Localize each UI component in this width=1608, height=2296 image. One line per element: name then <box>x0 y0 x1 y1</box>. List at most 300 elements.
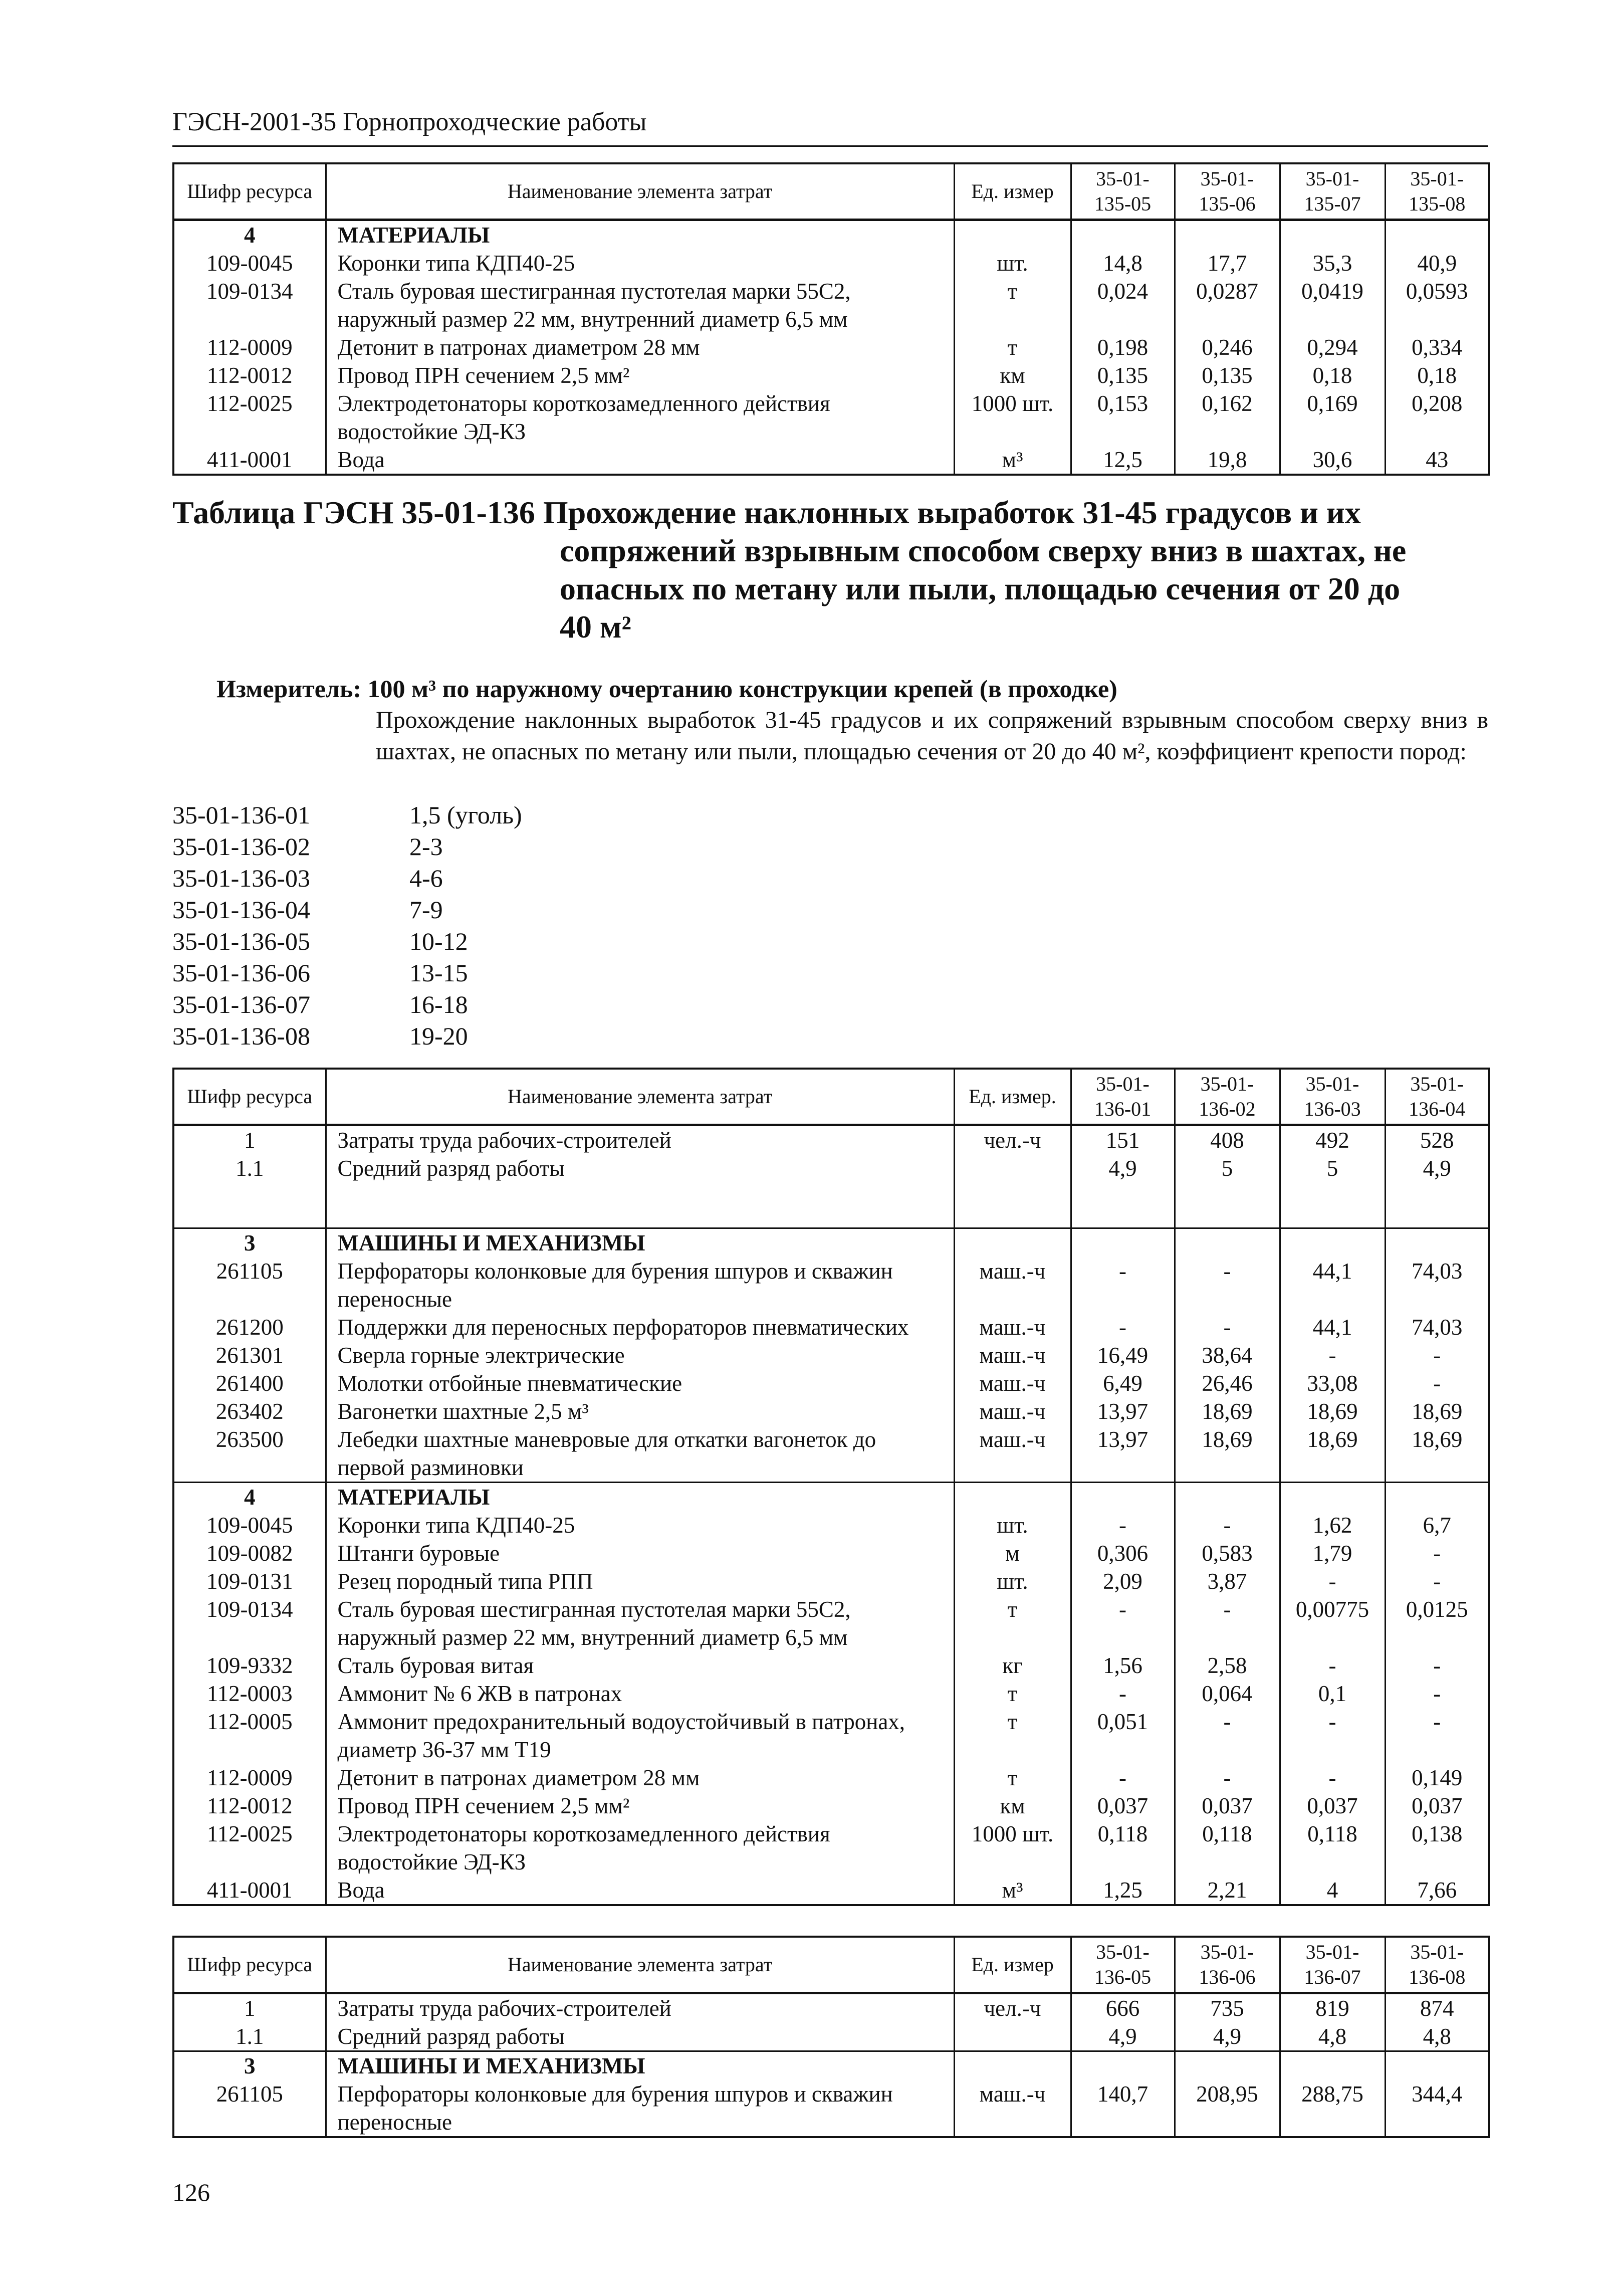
table-row <box>173 1369 1489 1397</box>
resource-code: 3 <box>173 1228 326 1258</box>
table-header <box>173 1069 1489 1125</box>
norm-value: 18,69 <box>1280 1425 1385 1483</box>
norm-value: 1,56 <box>1071 1651 1175 1680</box>
norm-code: 35-01-136-04 <box>172 896 310 924</box>
norm-value <box>1175 2051 1280 2080</box>
norm-value: 0,037 <box>1175 1792 1280 1820</box>
norm-value <box>1280 220 1385 250</box>
column-header: 35-01- 136-03 <box>1280 1069 1385 1125</box>
spacer-row <box>173 1182 1489 1228</box>
resource-code: 3 <box>173 2051 326 2080</box>
table-row <box>173 2080 1489 2137</box>
norm-value: 0,162 <box>1175 389 1280 446</box>
column-header: Ед. измер <box>954 163 1071 220</box>
norm-value: - <box>1175 1313 1280 1341</box>
column-header: 35-01- 135-08 <box>1385 163 1489 220</box>
norm-value: 0,037 <box>1385 1792 1489 1820</box>
rock-hardness: 2-3 <box>409 832 443 861</box>
resource-name: Затраты труда рабочих-строителей <box>326 1993 954 2023</box>
norm-value: 74,03 <box>1385 1313 1489 1341</box>
table-row <box>173 1993 1489 2023</box>
norm-value: 0,18 <box>1385 361 1489 389</box>
resource-table-135 <box>172 162 1490 476</box>
norm-value <box>1175 1228 1280 1258</box>
table-row <box>173 1567 1489 1595</box>
column-header: 35-01- 136-06 <box>1175 1937 1280 1993</box>
norm-value: - <box>1175 1595 1280 1651</box>
unit: шт. <box>954 1567 1071 1595</box>
norm-value: 0,024 <box>1071 277 1175 333</box>
norm-value: 408 <box>1175 1125 1280 1155</box>
norm-value: 0,246 <box>1175 333 1280 361</box>
table-row <box>173 1820 1489 1876</box>
column-header: 35-01- 135-05 <box>1071 163 1175 220</box>
norm-value: - <box>1385 1369 1489 1397</box>
table-title-line-3: опасных по метану или пыли, площадью сечения от 20 до <box>560 571 1401 606</box>
norm-value: 2,09 <box>1071 1567 1175 1595</box>
norm-value: - <box>1175 1764 1280 1792</box>
table-row <box>173 2022 1489 2051</box>
unit: маш.-ч <box>954 1257 1071 1313</box>
unit: т <box>954 1595 1071 1651</box>
resource-code: 263402 <box>173 1397 326 1425</box>
table-title-line-1: Таблица ГЭСН 35-01-136 Прохождение наклонных выработок 31-45 градусов и их <box>172 495 1361 530</box>
norm-value: 0,583 <box>1175 1539 1280 1567</box>
norm-value: 74,03 <box>1385 1257 1489 1313</box>
norm-value: - <box>1385 1708 1489 1764</box>
norm-value: 1,79 <box>1280 1539 1385 1567</box>
resource-name: Аммонит № 6 ЖВ в патронах <box>326 1680 954 1708</box>
resource-name: Детонит в патронах диаметром 28 мм <box>326 333 954 361</box>
norm-value: 5 <box>1280 1154 1385 1182</box>
column-header: 35-01- 135-07 <box>1280 163 1385 220</box>
norm-value: 0,208 <box>1385 389 1489 446</box>
resource-code: 112-0025 <box>173 389 326 446</box>
header-rule <box>172 145 1488 147</box>
column-header: Шифр ресурса <box>173 1069 326 1125</box>
norm-value: 0,198 <box>1071 333 1175 361</box>
table-row <box>173 1257 1489 1313</box>
resource-code: 261400 <box>173 1369 326 1397</box>
unit: т <box>954 1708 1071 1764</box>
norm-code: 35-01-136-05 <box>172 927 310 955</box>
norm-code: 35-01-136-02 <box>172 832 310 861</box>
unit: шт. <box>954 249 1071 277</box>
norm-value: 140,7 <box>1071 2080 1175 2137</box>
resource-name: Средний разряд работы <box>326 1154 954 1182</box>
norm-value: 30,6 <box>1280 446 1385 475</box>
table-row <box>173 1764 1489 1792</box>
norm-value: 0,135 <box>1175 361 1280 389</box>
table-row <box>173 1595 1489 1651</box>
resource-name: Резец породный типа РПП <box>326 1567 954 1595</box>
norm-value: - <box>1280 1341 1385 1369</box>
column-header: 35-01- 136-02 <box>1175 1069 1280 1125</box>
norm-code: 35-01-136-06 <box>172 959 310 987</box>
norm-value: 18,69 <box>1280 1397 1385 1425</box>
column-header: 35-01- 136-05 <box>1071 1937 1175 1993</box>
norm-value: 4 <box>1280 1876 1385 1905</box>
norm-value: 4,9 <box>1175 2022 1280 2051</box>
unit <box>954 2051 1071 2080</box>
resource-code: 109-0045 <box>173 1511 326 1539</box>
norm-value: 0,037 <box>1280 1792 1385 1820</box>
table-title-line-2: сопряжений взрывным способом сверху вниз в шахтах, не <box>560 533 1407 568</box>
column-header: Наименование элемента затрат <box>326 1069 954 1125</box>
rock-hardness: 19-20 <box>409 1022 468 1050</box>
norm-code-item <box>172 957 522 989</box>
norm-value: 44,1 <box>1280 1257 1385 1313</box>
norm-value: 18,69 <box>1385 1397 1489 1425</box>
resource-code: 261105 <box>173 2080 326 2137</box>
norm-value: - <box>1385 1651 1489 1680</box>
unit: т <box>954 333 1071 361</box>
norm-code-item <box>172 799 522 831</box>
table-row <box>173 249 1489 277</box>
resource-code: 109-0134 <box>173 1595 326 1651</box>
norm-value: 18,69 <box>1175 1397 1280 1425</box>
unit: чел.-ч <box>954 1125 1071 1155</box>
table-row <box>173 1341 1489 1369</box>
norm-code: 35-01-136-07 <box>172 990 310 1018</box>
norm-value: 0,064 <box>1175 1680 1280 1708</box>
resource-code: 109-0045 <box>173 249 326 277</box>
resource-code: 4 <box>173 1483 326 1512</box>
norm-value <box>1385 220 1489 250</box>
norm-value: 735 <box>1175 1993 1280 2023</box>
norm-value: 40,9 <box>1385 249 1489 277</box>
resource-name: Провод ПРН сечением 2,5 мм² <box>326 1792 954 1820</box>
resource-name: Средний разряд работы <box>326 2022 954 2051</box>
table-row <box>173 1154 1489 1182</box>
unit: кг <box>954 1651 1071 1680</box>
norm-value: 0,135 <box>1071 361 1175 389</box>
resource-name: Сверла горные электрические <box>326 1341 954 1369</box>
norm-value: 0,294 <box>1280 333 1385 361</box>
norm-value: - <box>1175 1511 1280 1539</box>
unit: 1000 шт. <box>954 389 1071 446</box>
page-number: 126 <box>172 2178 210 2206</box>
norm-value: 0,153 <box>1071 389 1175 446</box>
table-row <box>173 1680 1489 1708</box>
rock-hardness: 10-12 <box>409 927 468 955</box>
norm-value: 666 <box>1071 1993 1175 2023</box>
norm-value: 18,69 <box>1385 1425 1489 1483</box>
norm-code: 35-01-136-03 <box>172 864 310 892</box>
norm-value: 288,75 <box>1280 2080 1385 2137</box>
resource-code: 112-0003 <box>173 1680 326 1708</box>
table-row <box>173 1792 1489 1820</box>
column-header: 35-01- 136-07 <box>1280 1937 1385 1993</box>
norm-value: 19,8 <box>1175 446 1280 475</box>
norm-value: 0,037 <box>1071 1792 1175 1820</box>
norm-value: - <box>1071 1764 1175 1792</box>
norm-code: 35-01-136-08 <box>172 1022 310 1050</box>
norm-value: 344,4 <box>1385 2080 1489 2137</box>
resource-name: Аммонит предохранительный водоустойчивый в патронах, диаметр 36-37 мм Т19 <box>326 1708 954 1764</box>
norm-value <box>1071 1228 1175 1258</box>
resource-code: 263500 <box>173 1425 326 1483</box>
unit: шт. <box>954 1511 1071 1539</box>
unit: маш.-ч <box>954 1341 1071 1369</box>
running-head: ГЭСН-2001-35 Горнопроходческие работы <box>172 108 647 136</box>
column-header: Ед. измер <box>954 1937 1071 1993</box>
norm-value: 4,9 <box>1385 1154 1489 1182</box>
rock-hardness: 13-15 <box>409 959 468 987</box>
resource-code: 261105 <box>173 1257 326 1313</box>
table-title-line-4: 40 м² <box>560 609 631 645</box>
resource-code: 411-0001 <box>173 1876 326 1905</box>
table-header <box>173 163 1489 220</box>
norm-value: 2,21 <box>1175 1876 1280 1905</box>
norm-value <box>1280 1228 1385 1258</box>
norm-value: - <box>1385 1567 1489 1595</box>
norm-value: 208,95 <box>1175 2080 1280 2137</box>
section-row <box>173 220 1489 250</box>
norm-value <box>1385 1483 1489 1512</box>
unit: 1000 шт. <box>954 1820 1071 1876</box>
resource-name: Коронки типа КДП40-25 <box>326 1511 954 1539</box>
norm-value <box>1071 2051 1175 2080</box>
column-header: 35-01- 136-04 <box>1385 1069 1489 1125</box>
column-header: Наименование элемента затрат <box>326 1937 954 1993</box>
section-row <box>173 1228 1489 1258</box>
resource-name: Сталь буровая шестигранная пустотелая марки 55С2, наружный размер 22 мм, внутренний диаметр 6,5 мм <box>326 1595 954 1651</box>
norm-value: 13,97 <box>1071 1397 1175 1425</box>
resource-name: Поддержки для переносных перфораторов пневматических <box>326 1313 954 1341</box>
norm-value: - <box>1175 1708 1280 1764</box>
rock-hardness: 1,5 (уголь) <box>409 801 522 829</box>
resource-code: 1 <box>173 1125 326 1155</box>
norm-value <box>1071 1483 1175 1512</box>
norm-value: 2,58 <box>1175 1651 1280 1680</box>
norm-value: 4,9 <box>1071 2022 1175 2051</box>
table-row <box>173 361 1489 389</box>
column-header: Шифр ресурса <box>173 163 326 220</box>
resource-name: Лебедки шахтные маневровые для откатки вагонеток до первой разминовки <box>326 1425 954 1483</box>
norm-value: 1,62 <box>1280 1511 1385 1539</box>
norm-value: - <box>1385 1680 1489 1708</box>
unit: т <box>954 1680 1071 1708</box>
table-row <box>173 1651 1489 1680</box>
norm-value: - <box>1385 1341 1489 1369</box>
unit: км <box>954 361 1071 389</box>
unit: маш.-ч <box>954 2080 1071 2137</box>
resource-code: 1.1 <box>173 2022 326 2051</box>
unit: маш.-ч <box>954 1397 1071 1425</box>
norm-value: 13,97 <box>1071 1425 1175 1483</box>
norm-value: - <box>1071 1680 1175 1708</box>
unit: маш.-ч <box>954 1313 1071 1341</box>
resource-name: Штанги буровые <box>326 1539 954 1567</box>
table-header <box>173 1937 1489 1993</box>
norm-value: 0,169 <box>1280 389 1385 446</box>
norm-value: 0,1 <box>1280 1680 1385 1708</box>
norm-code-item <box>172 926 522 957</box>
unit: м <box>954 1539 1071 1567</box>
norm-value: 0,0593 <box>1385 277 1489 333</box>
norm-value <box>1280 1483 1385 1512</box>
column-header: 35-01- 136-08 <box>1385 1937 1489 1993</box>
norm-value <box>1385 2051 1489 2080</box>
unit: м³ <box>954 446 1071 475</box>
section-row <box>173 2051 1489 2080</box>
resource-name: Перфораторы колонковые для бурения шпуров и скважин переносные <box>326 2080 954 2137</box>
resource-code: 1 <box>173 1993 326 2023</box>
resource-code: 261200 <box>173 1313 326 1341</box>
resource-table-136-01-04 <box>172 1068 1490 1906</box>
norm-value: 0,118 <box>1280 1820 1385 1876</box>
norm-value: 528 <box>1385 1125 1489 1155</box>
unit: маш.-ч <box>954 1425 1071 1483</box>
resource-name: Электродетонаторы короткозамедленного действия водостойкие ЭД-КЗ <box>326 1820 954 1876</box>
norm-value: - <box>1280 1651 1385 1680</box>
resource-name: Затраты труда рабочих-строителей <box>326 1125 954 1155</box>
unit <box>954 220 1071 250</box>
norm-value: - <box>1280 1708 1385 1764</box>
resource-name: Вода <box>326 1876 954 1905</box>
norm-value: 0,334 <box>1385 333 1489 361</box>
norm-value: - <box>1280 1764 1385 1792</box>
norm-value: 0,306 <box>1071 1539 1175 1567</box>
norm-value: 5 <box>1175 1154 1280 1182</box>
measure-unit: Измеритель: 100 м³ по наружному очертанию конструкции крепей (в проходке) <box>216 675 1117 703</box>
resource-name: Вагонетки шахтные 2,5 м³ <box>326 1397 954 1425</box>
resource-code: 112-0012 <box>173 361 326 389</box>
resource-name: Детонит в патронах диаметром 28 мм <box>326 1764 954 1792</box>
resource-code: 112-0012 <box>173 1792 326 1820</box>
unit: чел.-ч <box>954 1993 1071 2023</box>
norm-value: 7,66 <box>1385 1876 1489 1905</box>
norm-value: - <box>1071 1511 1175 1539</box>
table-row <box>173 277 1489 333</box>
resource-name: Коронки типа КДП40-25 <box>326 249 954 277</box>
table-row <box>173 1397 1489 1425</box>
norm-code-item <box>172 989 522 1020</box>
resource-code: 112-0025 <box>173 1820 326 1876</box>
table-row <box>173 1511 1489 1539</box>
table-row <box>173 389 1489 446</box>
resource-name: Сталь буровая витая <box>326 1651 954 1680</box>
norm-value: 44,1 <box>1280 1313 1385 1341</box>
rock-hardness: 4-6 <box>409 864 443 892</box>
norm-value: 0,118 <box>1175 1820 1280 1876</box>
norm-value: - <box>1175 1257 1280 1313</box>
norm-value: 4,9 <box>1071 1154 1175 1182</box>
section-row <box>173 1483 1489 1512</box>
table-row <box>173 1125 1489 1155</box>
unit: т <box>954 1764 1071 1792</box>
norm-value <box>1280 2051 1385 2080</box>
norm-value: 6,49 <box>1071 1369 1175 1397</box>
norm-value: 0,00775 <box>1280 1595 1385 1651</box>
norm-codes-list <box>172 799 522 1052</box>
resource-code: 261301 <box>173 1341 326 1369</box>
table-row <box>173 1539 1489 1567</box>
resource-code: 112-0005 <box>173 1708 326 1764</box>
rock-hardness: 16-18 <box>409 990 468 1018</box>
norm-value: 33,08 <box>1280 1369 1385 1397</box>
norm-value: 26,46 <box>1175 1369 1280 1397</box>
norm-value: 0,149 <box>1385 1764 1489 1792</box>
column-header: 35-01- 135-06 <box>1175 163 1280 220</box>
column-header: Шифр ресурса <box>173 1937 326 1993</box>
norm-code-item <box>172 1020 522 1052</box>
norm-value: 0,0419 <box>1280 277 1385 333</box>
norm-value: 43 <box>1385 446 1489 475</box>
norm-value <box>1175 1483 1280 1512</box>
norm-value: 0,0125 <box>1385 1595 1489 1651</box>
norm-value <box>1175 220 1280 250</box>
unit: км <box>954 1792 1071 1820</box>
resource-code: 109-0134 <box>173 277 326 333</box>
table-row <box>173 333 1489 361</box>
norm-value: 3,87 <box>1175 1567 1280 1595</box>
norm-code: 35-01-136-01 <box>172 801 310 829</box>
norm-value <box>1385 1228 1489 1258</box>
norm-value: 819 <box>1280 1993 1385 2023</box>
resource-code: 112-0009 <box>173 333 326 361</box>
norm-code-item <box>172 863 522 894</box>
norm-value: 151 <box>1071 1125 1175 1155</box>
resource-name: Сталь буровая шестигранная пустотелая марки 55С2, наружный размер 22 мм, внутренний диаметр 6,5 мм <box>326 277 954 333</box>
norm-value: 12,5 <box>1071 446 1175 475</box>
resource-name: Вода <box>326 446 954 475</box>
norm-value: 0,18 <box>1280 361 1385 389</box>
norm-value: 14,8 <box>1071 249 1175 277</box>
norm-value: 0,118 <box>1071 1820 1175 1876</box>
norm-value: 1,25 <box>1071 1876 1175 1905</box>
norm-code-item <box>172 831 522 863</box>
unit <box>954 1483 1071 1512</box>
norm-value <box>1071 220 1175 250</box>
resource-name: МАТЕРИАЛЫ <box>326 220 954 250</box>
norm-value: 35,3 <box>1280 249 1385 277</box>
resource-name: Электродетонаторы короткозамедленного действия водостойкие ЭД-КЗ <box>326 389 954 446</box>
column-header: 35-01- 136-01 <box>1071 1069 1175 1125</box>
norm-value: 17,7 <box>1175 249 1280 277</box>
norm-value: 6,7 <box>1385 1511 1489 1539</box>
resource-code: 411-0001 <box>173 446 326 475</box>
norm-value: 0,051 <box>1071 1708 1175 1764</box>
resource-code: 1.1 <box>173 1154 326 1182</box>
resource-code: 109-0131 <box>173 1567 326 1595</box>
norm-value: 4,8 <box>1280 2022 1385 2051</box>
rock-hardness: 7-9 <box>409 896 443 924</box>
norm-value: 16,49 <box>1071 1341 1175 1369</box>
norm-code-item <box>172 894 522 926</box>
resource-code: 109-0082 <box>173 1539 326 1567</box>
norm-value: 38,64 <box>1175 1341 1280 1369</box>
unit <box>954 1228 1071 1258</box>
column-header: Ед. измер. <box>954 1069 1071 1125</box>
table-title <box>172 494 1488 646</box>
norm-value: 0,0287 <box>1175 277 1280 333</box>
norm-value: 874 <box>1385 1993 1489 2023</box>
resource-name: Перфораторы колонковые для бурения шпуров и скважин переносные <box>326 1257 954 1313</box>
resource-code: 112-0009 <box>173 1764 326 1792</box>
resource-name: МАШИНЫ И МЕХАНИЗМЫ <box>326 2051 954 2080</box>
norm-value: - <box>1071 1257 1175 1313</box>
norm-value: - <box>1280 1567 1385 1595</box>
unit <box>954 1154 1071 1182</box>
unit: м³ <box>954 1876 1071 1905</box>
norm-value: - <box>1071 1595 1175 1651</box>
resource-name: Провод ПРН сечением 2,5 мм² <box>326 361 954 389</box>
norm-value: 492 <box>1280 1125 1385 1155</box>
table-row <box>173 1708 1489 1764</box>
resource-name: МАТЕРИАЛЫ <box>326 1483 954 1512</box>
